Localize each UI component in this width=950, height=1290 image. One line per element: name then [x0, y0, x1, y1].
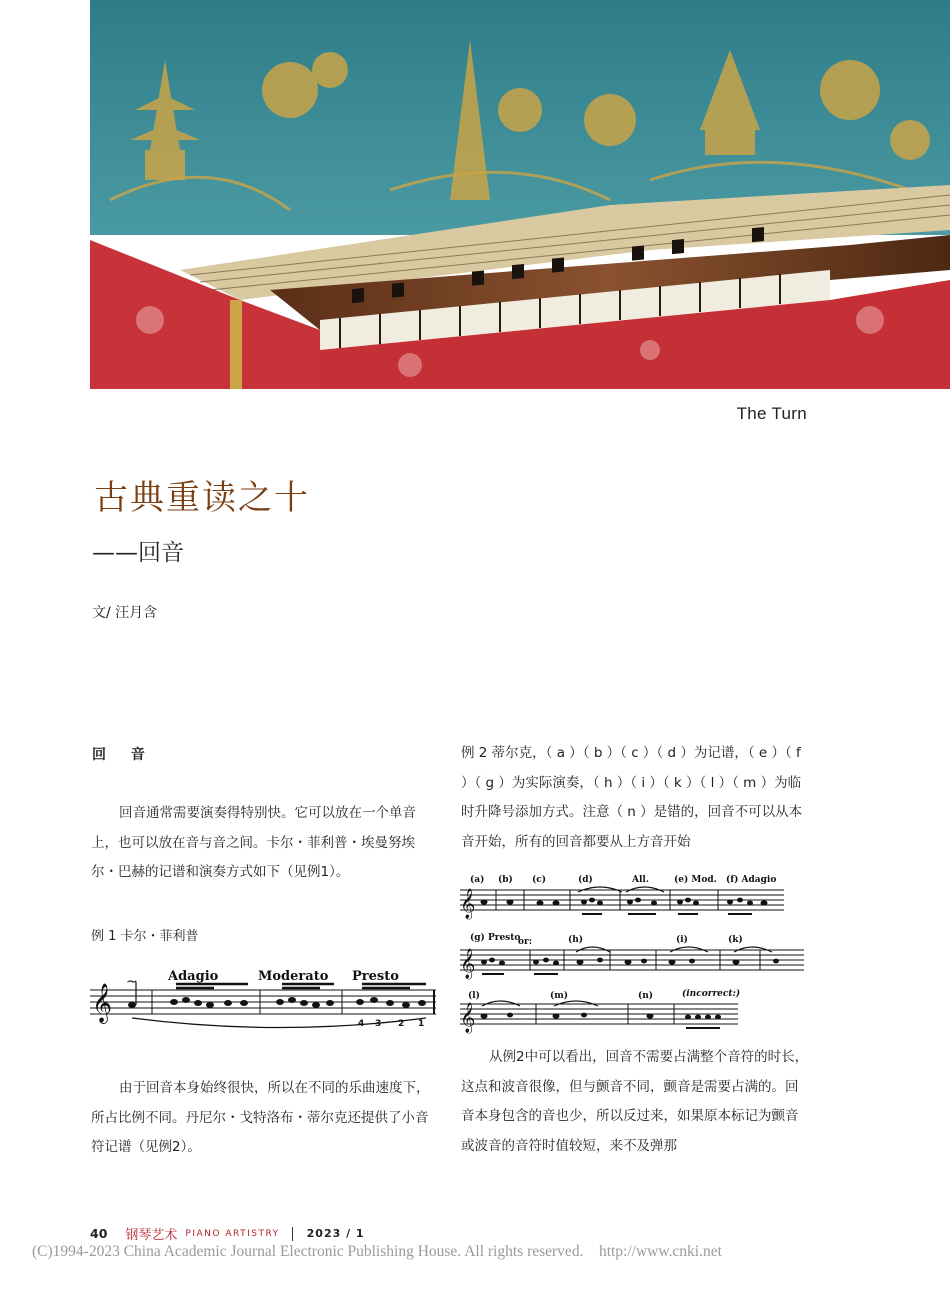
svg-text:Adagio: Adagio	[168, 969, 219, 984]
svg-text:4: 4	[358, 1019, 365, 1029]
example-2-caption	[461, 739, 811, 857]
svg-text:(e) Mod.: (e) Mod.	[674, 875, 717, 885]
author-byline: 文/ 汪月含	[92, 605, 158, 621]
svg-text:(c): (c)	[532, 875, 546, 885]
section-heading: 回 音	[92, 747, 155, 763]
harpsichord-photo	[90, 0, 950, 389]
paragraph-text: 由于回音本身始终很快，所以在不同的乐曲速度下，所占比例不同。丹尼尔・戈特洛布・蒂尔克还提供了小音符记谱（见例2）。	[91, 1080, 430, 1155]
svg-text:1: 1	[418, 1019, 425, 1029]
svg-text:Moderato: Moderato	[258, 969, 329, 984]
svg-text:(n): (n)	[638, 991, 654, 1001]
svg-text:or:: or:	[518, 937, 533, 947]
footer-divider	[292, 1227, 293, 1241]
paragraph-text: 例 2 蒂尔克，（ a ）（ b ）（ c ）（ d ）为记谱，（ e ）（ f ）（ g ）为实际演奏，（ h ）（ i ）（ k ）（ l ）（ m ）为临时升降号添加方式。注意（ n ）是错的，回音不可以从本音开始，所有的回音都要从上方音开始	[461, 745, 803, 850]
issue-number: 2023 / 1	[306, 1227, 365, 1240]
treble-clef-icon: 𝄞	[460, 889, 476, 919]
svg-text:(d): (d)	[578, 875, 593, 885]
paragraph-2	[91, 1074, 437, 1163]
paragraph-text: 回音通常需要演奏得特别快。它可以放在一个单音上，也可以放在音与音之间。卡尔・菲利普・埃曼努埃尔・巴赫的记谱和演奏方式如下（见例1）。	[91, 805, 416, 880]
svg-text:2: 2	[398, 1019, 405, 1029]
paragraph-3	[461, 1043, 811, 1161]
example-2-score	[460, 870, 810, 1039]
paragraph-1	[91, 799, 437, 888]
svg-text:(k): (k)	[728, 935, 743, 945]
svg-text:3: 3	[375, 1019, 382, 1029]
svg-text:(incorrect:): (incorrect:)	[682, 989, 741, 999]
svg-text:All.: All.	[632, 875, 649, 885]
svg-text:(b): (b)	[498, 875, 513, 885]
svg-text:(g) Presto: (g) Presto	[470, 933, 521, 943]
treble-clef-icon: 𝄞	[460, 1003, 476, 1033]
article-english-title: The Turn	[736, 404, 807, 423]
treble-clef-icon: 𝄞	[92, 983, 113, 1023]
subtitle: ——回音	[92, 540, 184, 566]
magazine-name-en: PIANO ARTISTRY	[185, 1228, 280, 1239]
svg-text:(i): (i)	[676, 935, 688, 945]
svg-text:~: ~	[126, 974, 138, 990]
example-1-score	[90, 962, 438, 1036]
svg-text:(h): (h)	[568, 935, 584, 945]
copyright-watermark: (C)1994-2023 China Academic Journal Electronic Publishing House. All rights reserved. http://www.cnki.net	[32, 1243, 722, 1260]
page-number: 40	[90, 1226, 108, 1241]
example-1-label: 例 1 卡尔・菲利普	[91, 929, 199, 944]
svg-text:(l): (l)	[468, 991, 480, 1001]
svg-text:Presto: Presto	[352, 969, 399, 984]
magazine-name-cn: 钢琴艺术	[125, 1228, 178, 1243]
page-footer	[90, 1224, 365, 1243]
svg-text:(a): (a)	[470, 875, 485, 885]
paragraph-text: 从例2中可以看出，回音不需要占满整个音符的时长，这点和波音很像，但与颤音不同，颤音是需要占满的。回音本身包含的音也少，所以反过来，如果原本标记为颤音或波音的音符时值较短，来不及弹那	[461, 1049, 809, 1154]
page-title: 古典重读之十	[94, 478, 310, 518]
svg-text:(m): (m)	[550, 991, 569, 1001]
svg-text:(f) Adagio: (f) Adagio	[726, 875, 777, 885]
treble-clef-icon: 𝄞	[460, 949, 476, 979]
